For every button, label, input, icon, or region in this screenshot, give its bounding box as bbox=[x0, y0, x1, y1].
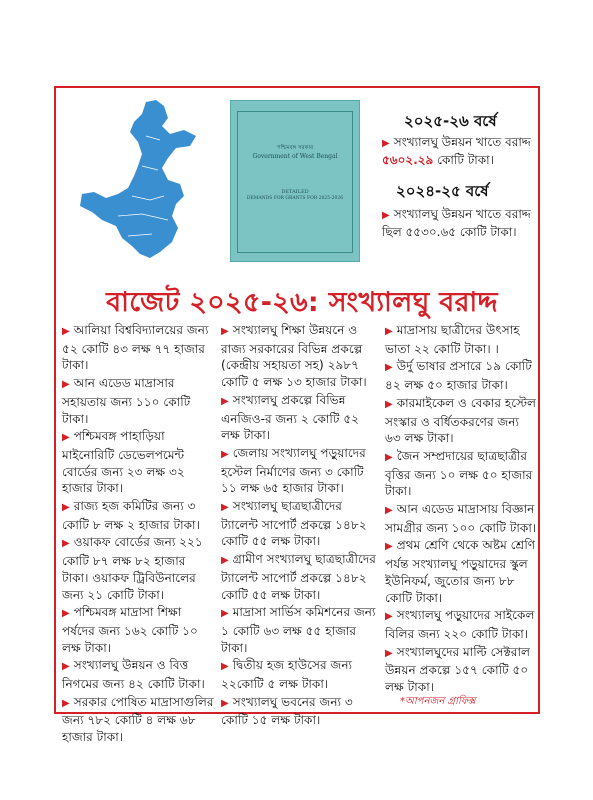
list-item: ▶ কারমাইকেল ও বেকার হস্টেল সংস্কার ও বর্ধিতকরণের জন্য ৬৩ লক্ষ টাকা। bbox=[385, 395, 537, 446]
list-item: ▶ পশ্চিমবঙ্গ মাদ্রাসা শিক্ষা পর্ষদের জন্য ১৬২ কোটি ১০ লক্ষ টাকা। bbox=[62, 605, 198, 655]
bullet-triangle-icon: ▶ bbox=[62, 326, 70, 337]
note-2024 bbox=[382, 206, 532, 241]
bullet-triangle-icon: ▶ bbox=[385, 362, 393, 374]
list-item: ▶ সংখ্যালঘুদের মাল্টি সেক্টরাল উন্নয়ন প্রকল্পে ১৫৭ কোটি ৫০ লক্ষ টাকা। bbox=[385, 644, 530, 695]
note-2025 bbox=[382, 134, 532, 169]
bullet-triangle-icon: ▶ bbox=[221, 697, 229, 709]
bullet-triangle-icon: ▶ bbox=[385, 611, 393, 623]
bullet-triangle-icon: ▶ bbox=[62, 661, 70, 673]
list-item: ▶ আলিয়া বিশ্ববিদ্যালয়ের জন্য ৫২ কোটি ৪৩ লক্ষ ৭৭ হাজার টাকা। bbox=[62, 323, 209, 373]
budget-book-cover bbox=[230, 100, 360, 262]
bullet-triangle-icon: ▶ bbox=[385, 398, 393, 410]
bullet-triangle-icon: ▶ bbox=[221, 555, 229, 567]
list-item: ▶ ওয়াকফ বোর্ডের জন্য ২২১ কোটি ৮৭ লক্ষ ৮২ হাজার টাকা। ওয়াকফ ট্রিবিউনালের জন্য ২১ কোটি টাকা। bbox=[62, 535, 203, 602]
note-2024-text-2: ছিল ৫৫৩০.৬৫ কোটি টাকা। bbox=[382, 225, 517, 239]
list-item: ▶ দ্বিতীয় হজ হাউসের জন্য ২২কোটি ৫ লক্ষ টাকা। bbox=[221, 658, 353, 692]
column-3 bbox=[385, 322, 537, 697]
list-item: ▶ জৈন সম্প্রদায়ের ছাত্রছাত্রীর বৃত্তির জন্য ১০ লক্ষ ৫০ হাজার টাকা। bbox=[385, 448, 533, 499]
note-2024-text-1: সংখ্যালঘু উন্নয়ন খাতে বরাদ্দ bbox=[393, 207, 531, 221]
bullet-triangle-icon: ▶ bbox=[62, 608, 70, 620]
list-item: ▶ সংখ্যালঘু ভবনের জন্য ৩ কোটি ১৫ লক্ষ টাকা। bbox=[221, 694, 353, 728]
list-item: ▶ রাজ্য হজ কমিটির জন্য ৩ কোটি ৮ লক্ষ ২ হাজার টাকা। bbox=[62, 499, 200, 532]
bullet-triangle-icon: ▶ bbox=[221, 502, 229, 514]
list-item: ▶ গ্রামীণ সংখ্যালঘু ছাত্রছাত্রীদের ট্যালেন্ট সাপোর্ট প্রকল্পে ১৪৮২ কোটি ৫৫ লক্ষ টাকা। bbox=[221, 552, 376, 602]
bullet-triangle-icon: ▶ bbox=[382, 210, 390, 221]
bullet-triangle-icon: ▶ bbox=[221, 661, 229, 673]
list-item: ▶ সংখ্যালঘু শিক্ষা উন্নয়নে ও রাজ্য সরকারের বিভিন্ন প্রকল্পে (কেন্দ্রীয় সহায়তা সহ) ২৯৮৭ কোটি ৫ লক্ষ ১৩ হাজার টাকা। bbox=[221, 323, 367, 390]
bullet-triangle-icon: ▶ bbox=[221, 448, 229, 460]
book-line-1: পশ্চিমবঙ্গ সরকার bbox=[276, 145, 314, 151]
bullet-triangle-icon: ▶ bbox=[385, 326, 393, 337]
book-cover-border bbox=[237, 111, 353, 253]
list-item: ▶ উর্দু ভাষার প্রসারে ১৯ কোটি ৪২ লক্ষ ৫০ হাজার টাকা। bbox=[385, 359, 532, 393]
note-2025-unit: কোটি টাকা। bbox=[437, 153, 494, 167]
bullet-triangle-icon: ▶ bbox=[62, 538, 70, 550]
list-item: ▶ মাদ্রাসায় ছাত্রীদের উৎসাহ ভাতা ২২ কোটি টাকা। । bbox=[385, 323, 520, 356]
bullet-triangle-icon: ▶ bbox=[62, 379, 70, 391]
bullet-triangle-icon: ▶ bbox=[382, 138, 390, 149]
book-line-2: Government of West Bengal bbox=[252, 153, 338, 160]
bullet-triangle-icon: ▶ bbox=[62, 502, 70, 514]
bullet-triangle-icon: ▶ bbox=[221, 395, 229, 407]
headline: বাজেট ২০২৫-২৬: সংখ্যালঘু বরাদ্দ bbox=[106, 287, 498, 318]
book-line-4: DEMANDS FOR GRANTS FOR 2025-2026 bbox=[246, 196, 344, 201]
list-item: ▶ সংখ্যালঘু প্রকল্পে বিভিন্ন এনজিও-র জন্য ২ কোটি ৫২ লক্ষ টাকা। bbox=[221, 392, 360, 443]
note-2025-amount: ৫৬০২.২৯ bbox=[382, 153, 434, 167]
list-item: ▶ পশ্চিমবঙ্গ পাহাড়িয়া মাইনোরিটি ডেভেলপমেন্ট বোর্ডের জন্য ২৩ লক্ষ ৩২ হাজার টাকা। bbox=[62, 429, 185, 496]
bullet-triangle-icon: ▶ bbox=[385, 647, 393, 659]
list-item: ▶ প্রথম শ্রেণি থেকে অষ্টম শ্রেণি পর্যন্ত সংখ্যালঘু পড়ুয়াদের স্কুল ইউনিফর্ম, জুতোর জন্য ৮৮ কোটি টাকা। bbox=[385, 538, 536, 605]
list-item: ▶ সংখ্যালঘু ছাত্রছাত্রীদের ট্যালেন্ট সাপোর্ট প্রকল্পে ১৪৮২ কোটি ৫৫ লক্ষ টাকা। bbox=[221, 499, 367, 549]
bullet-triangle-icon: ▶ bbox=[62, 697, 70, 709]
bullet-triangle-icon: ▶ bbox=[62, 432, 70, 444]
list-item: ▶ আন এডেড মাদ্রাসায় বিজ্ঞান সামগ্রীর জন্য ১০০ কোটি টাকা। bbox=[385, 502, 537, 535]
bullet-triangle-icon: ▶ bbox=[221, 608, 229, 620]
book-line-3: DETAILED bbox=[281, 189, 309, 195]
note-2025-text: সংখ্যালঘু উন্নয়ন খাতে বরাদ্দ bbox=[393, 135, 531, 149]
year-2025-heading: ২০২৫-২৬ বর্ষে bbox=[404, 112, 497, 130]
list-item: ▶ সংখ্যালঘু পড়ুয়াদের সাইকেল বিলির জন্য ২২০ কোটি টাকা। bbox=[385, 608, 535, 641]
bullet-triangle-icon: ▶ bbox=[385, 541, 393, 553]
list-item: ▶ মাদ্রাসা সার্ভিস কমিশনের জন্য ১ কোটি ৬৩ লক্ষ ৫৫ হাজার টাকা। bbox=[221, 605, 376, 655]
bullet-triangle-icon: ▶ bbox=[385, 505, 393, 517]
bullet-triangle-icon: ▶ bbox=[221, 326, 229, 337]
bullet-triangle-icon: ▶ bbox=[385, 451, 393, 463]
column-2 bbox=[221, 322, 379, 730]
list-item: ▶ সরকার পোষিত মাদ্রাসাগুলির জন্য ৭৮২ কোটি ৪ লক্ষ ৬৮ হাজার টাকা। bbox=[62, 694, 214, 745]
column-1 bbox=[62, 322, 214, 747]
graphics-credit: *আপনজন গ্রাফিক্স bbox=[400, 696, 476, 707]
list-item: ▶ আন এডেড মাদ্রাসার সহায়তায় জন্য ১১০ কোটি টাকা। bbox=[62, 376, 191, 426]
list-item: ▶ জেলায় সংখ্যালঘু পড়ুয়াদের হস্টেল নির্মাণের জন্য ৩ কোটি ১১ লক্ষ ৬৫ হাজার টাকা। bbox=[221, 445, 366, 496]
list-item: ▶ সংখ্যালঘু উন্নয়ন ও বিত্ত নিগমের জন্য ৪২ কোটি টাকা। bbox=[62, 658, 205, 692]
year-2024-heading: ২০২৪-২৫ বর্ষে bbox=[396, 182, 489, 200]
west-bengal-map bbox=[72, 96, 212, 266]
